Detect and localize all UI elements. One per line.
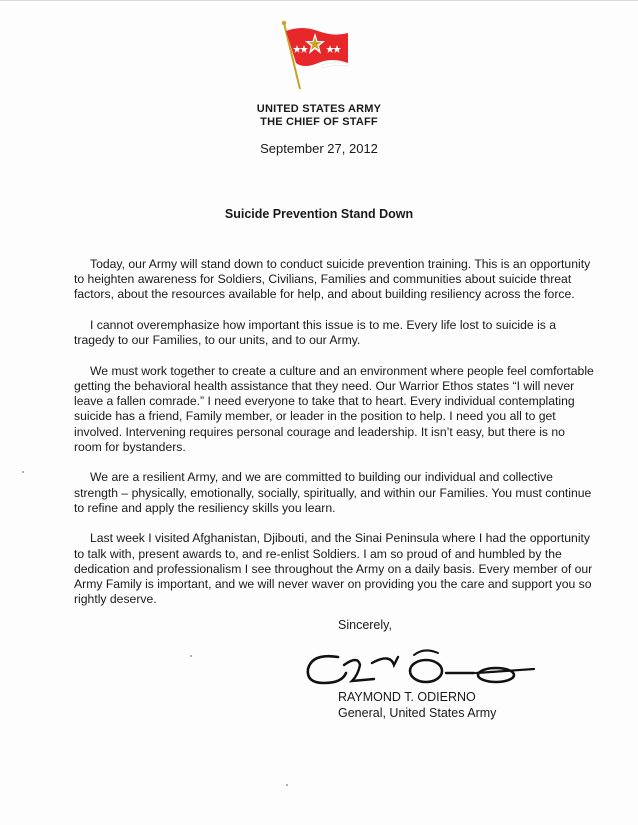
- letterhead: [0, 103, 638, 129]
- organization-name: UNITED STATES ARMY: [256, 103, 382, 115]
- chief-of-staff-flag-icon: [278, 19, 352, 91]
- office-name: THE CHIEF OF STAFF: [260, 116, 378, 128]
- signer-name: RAYMOND T. ODIERNO: [338, 690, 476, 704]
- letter-body: [74, 257, 594, 623]
- letter-subject: Suicide Prevention Stand Down: [224, 207, 414, 221]
- scan-speck: [22, 471, 24, 473]
- paragraph-2: I cannot overemphasize how important this issue is to me. Every life lost to suicide is a tragedy to our Families, to our units, and to our Army.: [74, 318, 557, 348]
- paragraph-4: We are a resilient Army, and we are committed to building our individual and collective strength – physically, emotionally, socially, spiritually, and within our Families. You must continue to refine and apply the resiliency skills you learn.: [74, 470, 592, 515]
- paragraph-1: Today, our Army will stand down to conduct suicide prevention training. This is an opportunity to heighten awareness for Soldiers, Civilians, Families and communities about suicide threat factors, about the resources available for help, and about building resiliency across the force.: [74, 257, 591, 302]
- scan-speck: [190, 655, 192, 657]
- paragraph-5: Last week I visited Afghanistan, Djibouti, and the Sinai Peninsula where I had the opportunity to talk with, present awards to, and re-enlist Soldiers. I am so proud of and humbled by the dedication and professionalism I see throughout the Army on a daily basis. Every member of our Army Family is important, and we will never waver on providing you the care and support you so rightly deserve.: [74, 531, 593, 607]
- paragraph-3: We must work together to create a culture and an environment where people feel comfortable getting the behavioral health assistance that they need. Our Warrior Ethos states “I will never leave a fallen comrade.” I need everyone to take that to heart. Every individual contemplating suicide has a friend, Family member, or leader in the position to help. I need you all to get involved. Intervening requires personal courage and leadership. It isn’t easy, but there is no room for bystanders.: [74, 363, 594, 454]
- signer-block: [338, 689, 496, 721]
- signer-title: General, United States Army: [338, 706, 497, 720]
- scan-speck: [286, 784, 288, 786]
- letter-date: September 27, 2012: [260, 141, 378, 156]
- closing: Sincerely,: [338, 618, 392, 632]
- handwritten-signature: [298, 643, 538, 693]
